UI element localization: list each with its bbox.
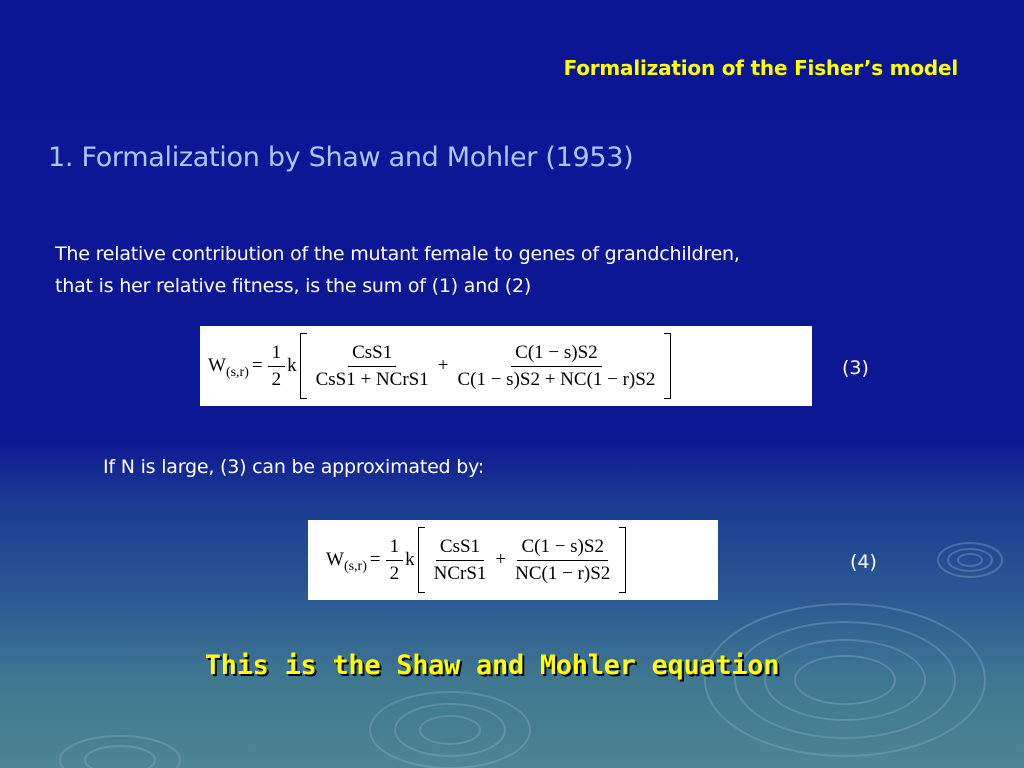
equation-3-k: k [287,355,297,376]
equation-4-equals: = [369,549,381,570]
equation-4-coefficient: $\frac{1}{2}$ [386,535,404,586]
equation-3-left-bracket [300,333,307,399]
equation-3-number: (3) [842,357,869,379]
section-heading: 1. Formalization by Shaw and Mohler (1953) [48,142,634,173]
equation-3-term-1: $\frac{\text{CsS1}}{\text{CsS1 + NCrS1}}$ [315,341,429,390]
equation-3-equals: = [251,355,263,376]
equation-4-box [308,520,718,600]
equation-3-lhs: $W_{(s,r)}$ [208,355,249,380]
equation-4-lhs: $W_{(s,r)}$ [326,549,367,574]
paragraph-line-2: that is her relative fitness, is the sum of (1) and (2) [55,275,532,297]
equation-3-plus: + [437,355,449,376]
description-paragraph [55,238,935,302]
equation-4-left-bracket [418,527,425,593]
equation-3-formula [208,326,674,406]
slide-title: Formalization of the Fisher’s model [563,56,958,80]
equation-4-term-2: $\frac{C(1 - s)S2}{NC(1 - r)S2}$ [515,535,611,584]
equation-4-number: (4) [850,551,877,573]
equation-4-term-1: $\frac{\text{CsS1}}{\text{NCrS1}}$ [433,535,487,584]
equation-4-plus: + [495,549,507,570]
equation-3-box [200,326,812,406]
equation-3-term-2: $\frac{C(1 - s)S2}{C(1 - s)S2 + NC(1 - r)S2}$ [457,341,656,390]
equation-4-k: k [405,549,415,570]
paragraph-line-1: The relative contribution of the mutant female to genes of grandchildren, [55,243,740,265]
equation-3-lhs-subscript: (s,r) [225,365,249,380]
equation-3-right-bracket [664,333,671,399]
equation-4-right-bracket [619,527,626,593]
equation-3-coefficient: $\frac{1}{2}$ [268,341,286,392]
equation-4-lhs-subscript: (s,r) [343,559,367,574]
conclusion-statement: This is the Shaw and Mohler equation [204,650,780,681]
approximation-note: If N is large, (3) can be approximated by: [103,456,484,478]
equation-4-formula [326,520,629,600]
